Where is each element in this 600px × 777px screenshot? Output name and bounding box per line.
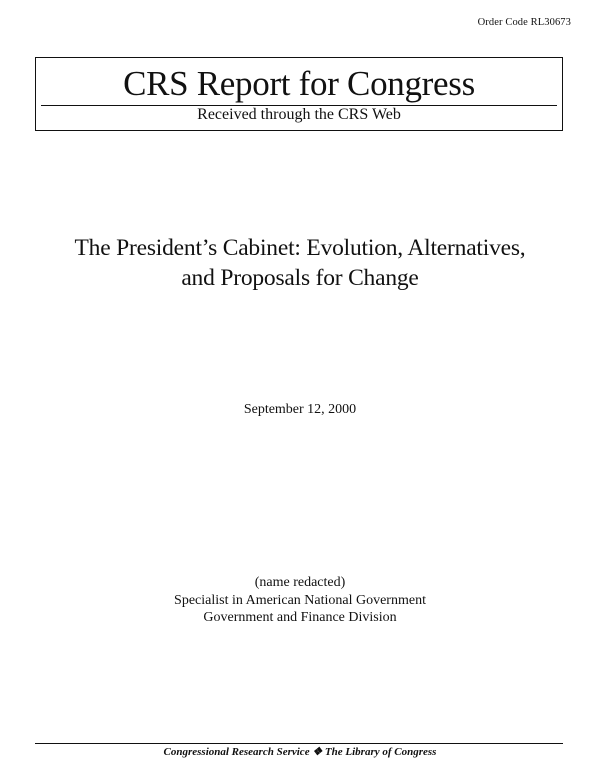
footer-divider [35, 743, 563, 744]
report-title [20, 233, 580, 293]
author-position: Specialist in American National Government [174, 592, 426, 608]
report-date: September 12, 2000 [243, 402, 357, 417]
report-title-line: and Proposals for Change [181, 265, 419, 291]
report-header-box [35, 57, 563, 131]
author-name: (name redacted) [254, 575, 346, 590]
report-title-line: The President’s Cabinet: Evolution, Alternatives, [74, 235, 526, 261]
author-block [0, 574, 600, 627]
author-division: Government and Finance Division [203, 610, 397, 625]
header-subtitle: Received through the CRS Web [197, 106, 401, 123]
footer-text: Congressional Research Service ❖ The Library of Congress [163, 746, 437, 758]
header-title: CRS Report for Congress [123, 64, 475, 103]
order-code: Order Code RL30673 [477, 17, 571, 28]
